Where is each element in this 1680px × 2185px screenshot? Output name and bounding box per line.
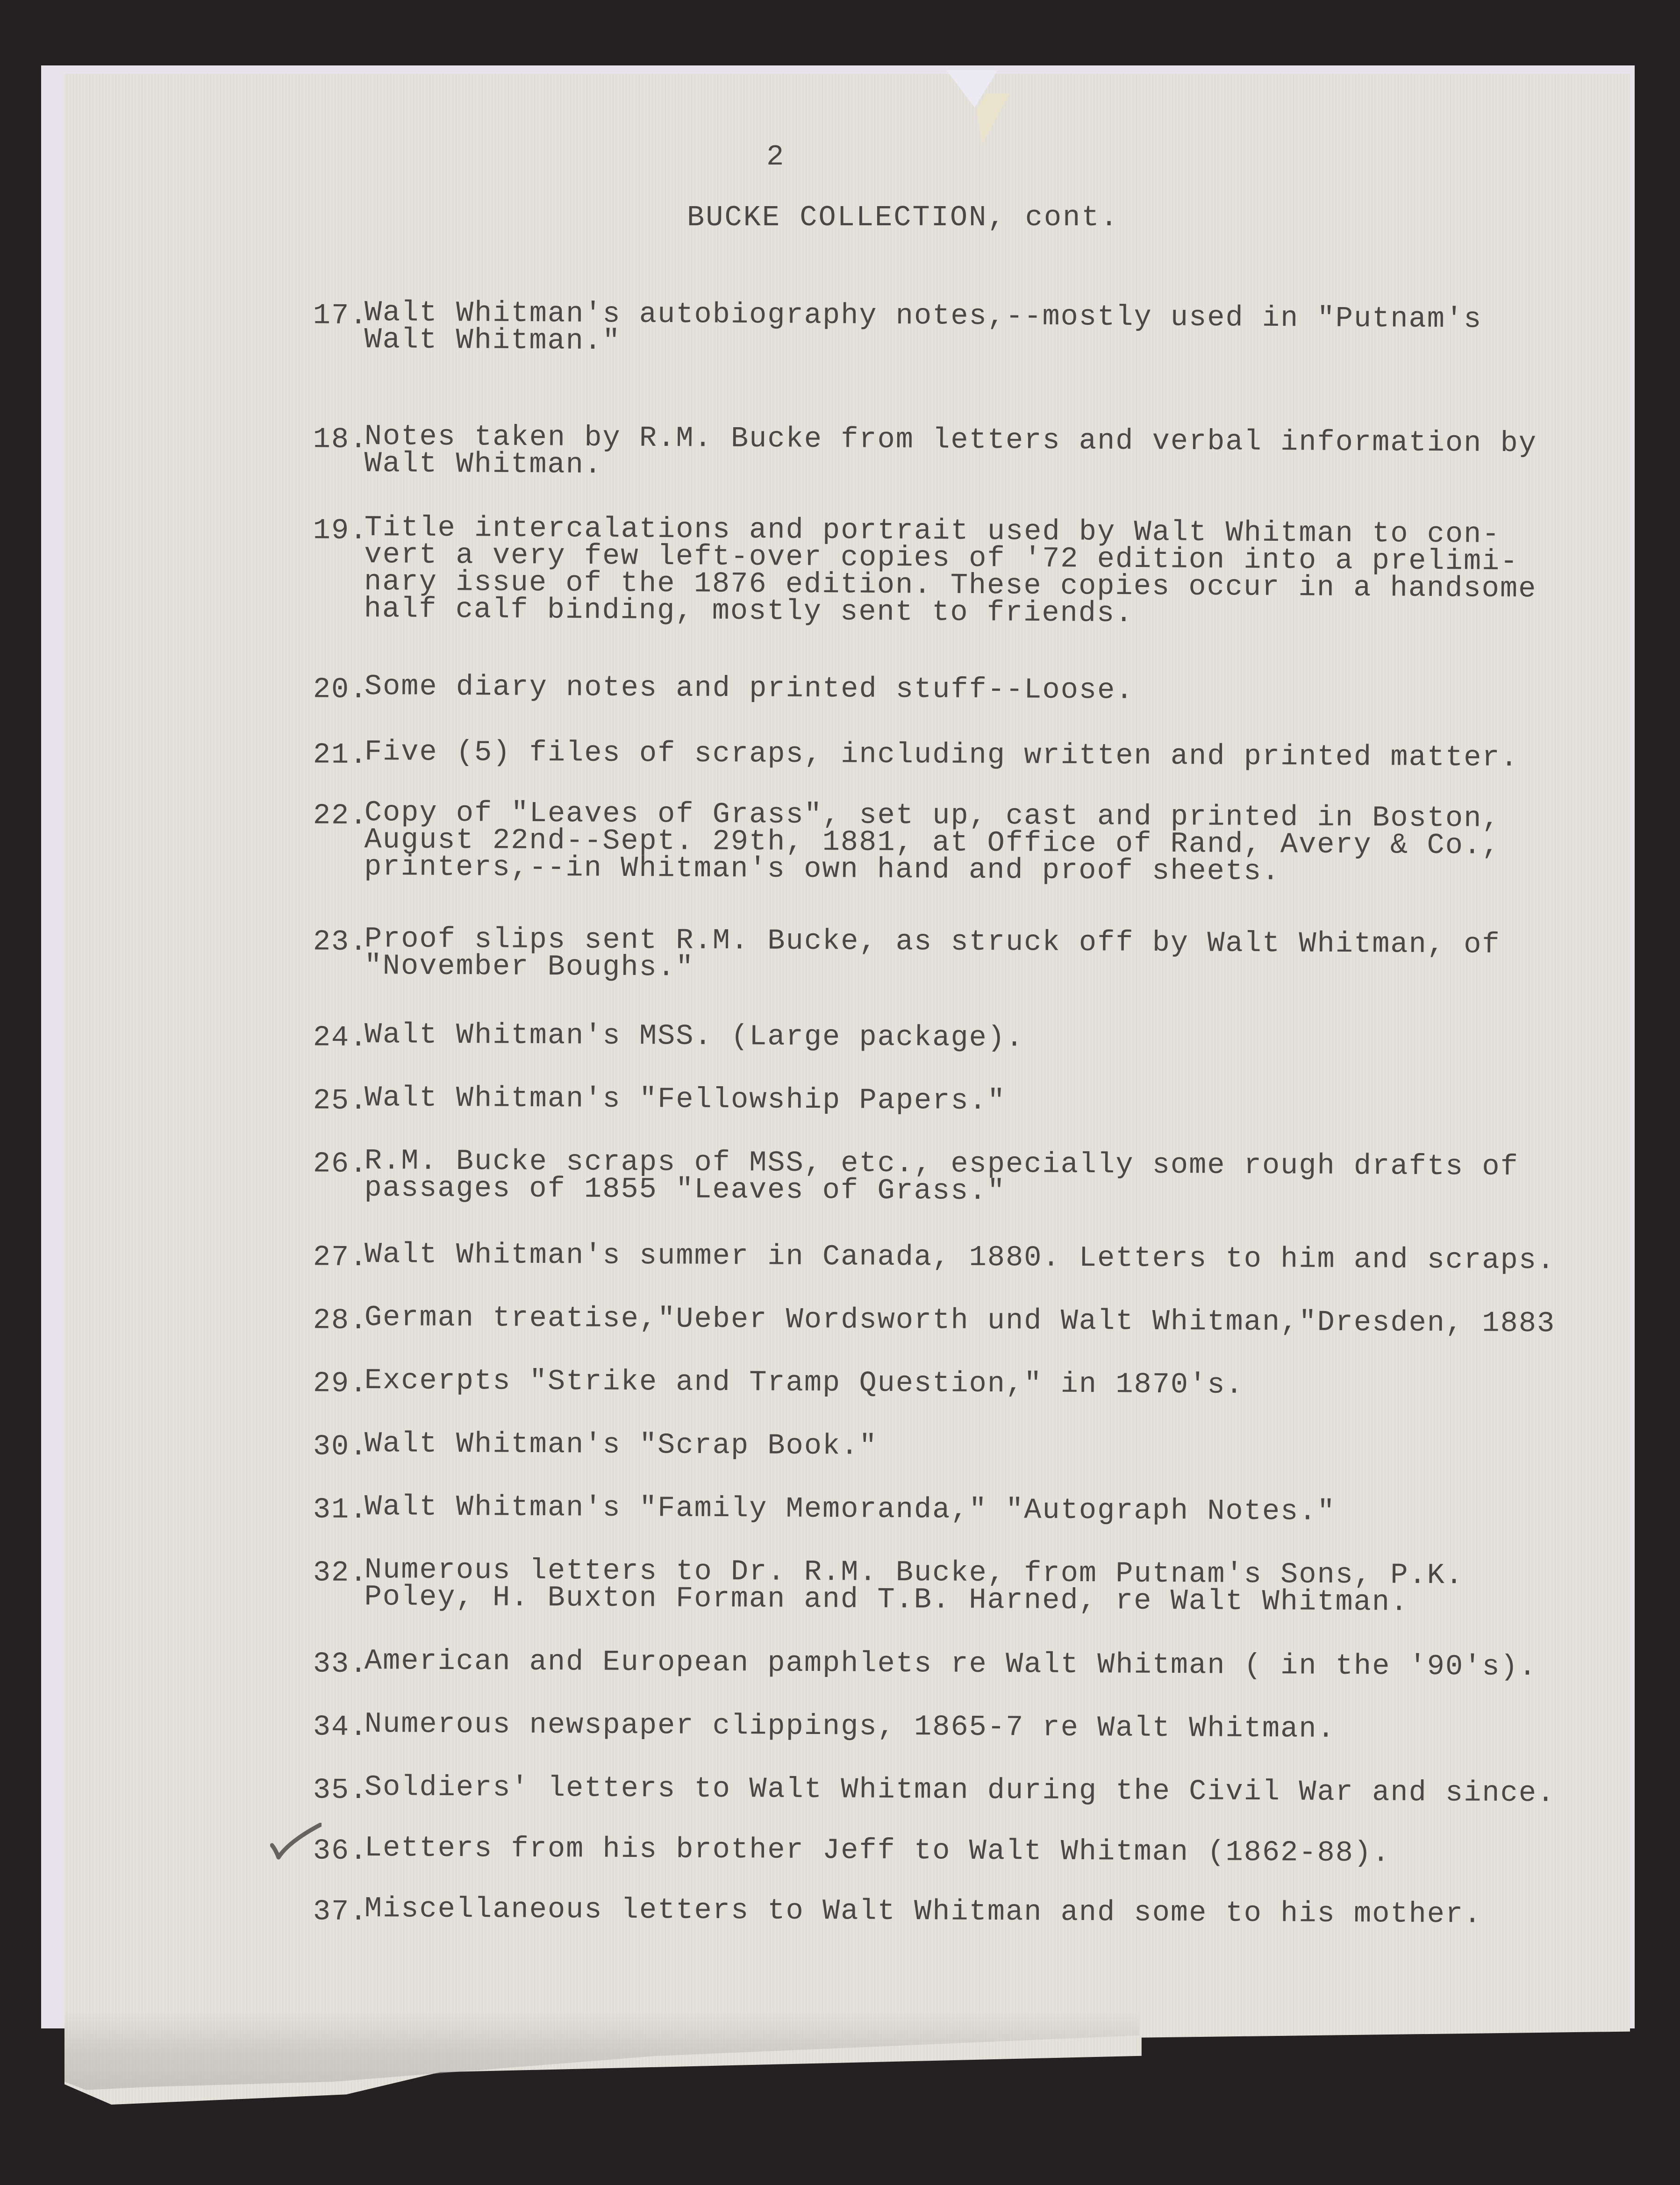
- item-text: Walt Whitman's MSS. (Large package).: [364, 1018, 1024, 1055]
- item-number: 24.: [313, 1021, 368, 1055]
- item-text: Soldiers' letters to Walt Whitman during the Civil War and since.: [364, 1770, 1556, 1810]
- item-number: 36.: [313, 1834, 368, 1868]
- item-text: German treatise,"Ueber Wordsworth und Walt Whitman,"Dresden, 1883: [364, 1301, 1556, 1340]
- list-item: [313, 1238, 1626, 1277]
- handwritten-checkmark-icon: [270, 1823, 322, 1860]
- item-number: 27.: [313, 1240, 368, 1275]
- item-text: Copy of "Leaves of Grass", set up, cast and printed in Boston, August 22nd--Sept. 29th, 1881, at Office of Rand, Avery & Co., printers,--in Whitman's own hand and proof sheets.: [364, 796, 1501, 888]
- item-text: Excerpts "Strike and Tramp Question," in 1870's.: [364, 1364, 1244, 1402]
- list-item: [313, 1364, 1626, 1402]
- item-text: R.M. Bucke scraps of MSS, etc., especially some rough drafts of passages of 1855 "Leaves of Grass.": [364, 1144, 1519, 1208]
- item-number: 18.: [313, 423, 368, 457]
- list-item: [313, 796, 1626, 888]
- item-text: Walt Whitman's autobiography notes,--mostly used in "Putnam's Walt Whitman.": [364, 296, 1482, 358]
- list-item: [313, 1427, 1626, 1464]
- list-item: [313, 1892, 1626, 1931]
- list-item: [313, 735, 1626, 774]
- item-text: Proof slips sent R.M. Bucke, as struck off by Walt Whitman, of "November Boughs.": [364, 922, 1501, 984]
- list-item: [313, 1081, 1626, 1118]
- list-item: [313, 296, 1626, 361]
- page-title: BUCKE COLLECTION, cont.: [687, 201, 1119, 234]
- page-number: 2: [766, 140, 785, 173]
- list-item: [313, 1301, 1626, 1340]
- item-text: Numerous letters to Dr. R.M. Bucke, from Putnam's Sons, P.K. Poley, H. Buxton Forman and T.B. Harned, re Walt Whitman.: [364, 1553, 1464, 1619]
- list-item: [313, 922, 1626, 986]
- item-number: 21.: [313, 738, 368, 772]
- list-item: [313, 1553, 1626, 1619]
- item-number: 19.: [313, 514, 368, 548]
- list-item-checked: [313, 1831, 1626, 1870]
- list-item: [313, 1707, 1626, 1746]
- item-number: 28.: [313, 1304, 368, 1338]
- list-item: [313, 1644, 1626, 1684]
- item-number: 20.: [313, 673, 368, 707]
- list-item: [313, 1770, 1626, 1810]
- item-number: 34.: [313, 1710, 368, 1744]
- item-number: 37.: [313, 1895, 368, 1929]
- item-number: 25.: [313, 1084, 368, 1118]
- item-text: Walt Whitman's "Family Memoranda," "Autograph Notes.": [364, 1490, 1336, 1528]
- item-number: 33.: [313, 1647, 368, 1681]
- item-number: 22.: [313, 799, 368, 833]
- item-number: 23.: [313, 925, 368, 959]
- item-text: Notes taken by R.M. Bucke from letters and verbal information by Walt Whitman.: [364, 420, 1537, 482]
- item-number: 31.: [313, 1493, 368, 1527]
- item-number: 26.: [313, 1147, 368, 1181]
- list-item: [313, 420, 1626, 485]
- item-text: Miscellaneous letters to Walt Whitman and some to his mother.: [364, 1892, 1482, 1931]
- item-number: 32.: [313, 1556, 368, 1590]
- list-item: [313, 1490, 1626, 1528]
- list-item: [313, 670, 1626, 707]
- item-number: 30.: [313, 1430, 368, 1464]
- item-text: Some diary notes and printed stuff--Loose.: [364, 670, 1134, 707]
- item-text: Numerous newspaper clippings, 1865-7 re Walt Whitman.: [364, 1707, 1336, 1746]
- item-text: Walt Whitman's "Fellowship Papers.": [364, 1081, 1006, 1118]
- list-item: [313, 1144, 1626, 1208]
- item-number: 35.: [313, 1773, 368, 1807]
- item-number: 17.: [313, 299, 368, 333]
- item-text: American and European pamphlets re Walt Whitman ( in the '90's).: [364, 1644, 1537, 1684]
- item-number: 29.: [313, 1367, 368, 1401]
- item-text: Walt Whitman's summer in Canada, 1880. Letters to him and scraps.: [364, 1238, 1556, 1277]
- list-item: [313, 511, 1626, 630]
- item-text: Title intercalations and portrait used by Walt Whitman to con- vert a very few left-over copies of '72 edition into a prelimi- nary issue of the 1876 edition. These copies occur in a handsome half calf binding, mostly sent to friends.: [364, 511, 1537, 630]
- item-text: Letters from his brother Jeff to Walt Whitman (1862-88).: [364, 1831, 1391, 1870]
- list-item: [313, 1018, 1626, 1055]
- item-text: Five (5) files of scraps, including written and printed matter.: [364, 735, 1519, 774]
- item-text: Walt Whitman's "Scrap Book.": [364, 1427, 878, 1463]
